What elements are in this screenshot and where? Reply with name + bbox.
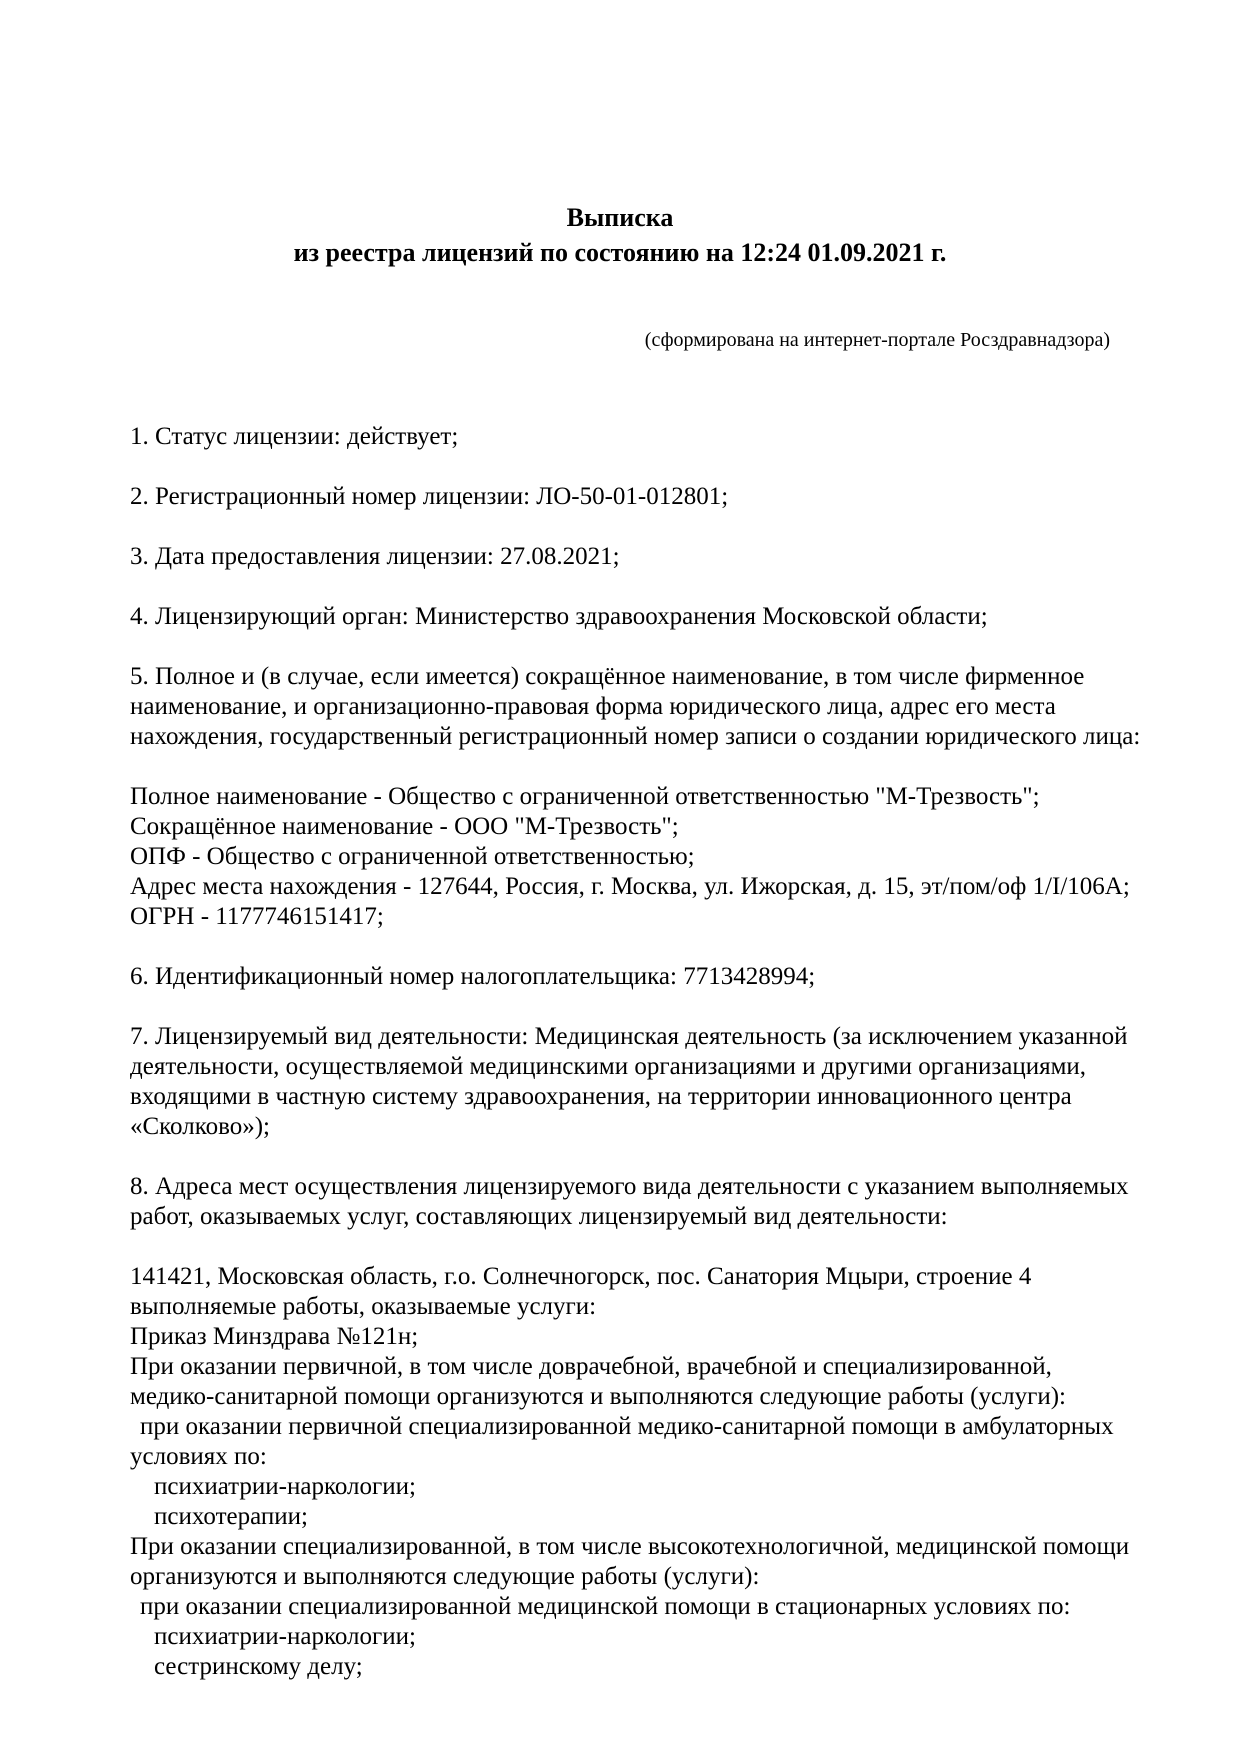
text-line: 141421, Московская область, г.о. Солнечногорск, пос. Санатория Мцыри, строение 4 — [130, 1263, 1032, 1290]
formation-note: (сформирована на интернет-портале Росздравнадзора) — [644, 329, 1110, 351]
organization-details — [130, 782, 1130, 932]
text-line: организуются и выполняются следующие работы (услуги): — [130, 1563, 760, 1590]
licensing-authority-item — [130, 602, 1110, 632]
document-subtitle: из реестра лицензий по состоянию на 12:24 01.09.2021 г. — [293, 238, 947, 267]
text-line: 3. Дата предоставления лицензии: 27.08.2021; — [130, 543, 620, 570]
text-line: наименование, и организационно-правовая форма юридического лица, адрес его места — [130, 693, 1056, 720]
text-line: нахождения, государственный регистрационный номер записи о создании юридического лица: — [130, 723, 1141, 750]
text-line: психиатрии-наркологии; — [154, 1473, 416, 1500]
activity-addresses-item — [130, 1172, 1129, 1232]
text-line: При оказании специализированной, в том числе высокотехнологичной, медицинской помощи — [130, 1533, 1130, 1560]
text-line: 2. Регистрационный номер лицензии: ЛО-50-01-012801; — [130, 483, 729, 510]
text-line: Сокращённое наименование - ООО "М-Трезвость"; — [130, 813, 679, 840]
text-line: 5. Полное и (в случае, если имеется) сокращённое наименование, в том числе фирменное — [130, 663, 1085, 690]
document-body — [130, 422, 1141, 1682]
text-line: 1. Статус лицензии: действует; — [130, 423, 459, 450]
registration-number-item — [130, 482, 1110, 512]
text-line: медико-санитарной помощи организуются и выполняются следующие работы (услуги): — [130, 1383, 1066, 1410]
taxpayer-id-item — [130, 962, 1110, 992]
text-line: Адрес места нахождения - 127644, Россия, г. Москва, ул. Ижорская, д. 15, эт/пом/оф 1/I/106А; — [130, 873, 1130, 900]
text-line: психотерапии; — [154, 1503, 308, 1530]
text-line: ОГРН - 1177746151417; — [130, 903, 384, 930]
text-line: выполняемые работы, оказываемые услуги: — [130, 1293, 597, 1320]
text-line: деятельности, осуществляемой медицинскими организациями и другими организациями, — [130, 1053, 1087, 1080]
text-line: ОПФ - Общество с ограниченной ответственностью; — [130, 843, 695, 870]
address-details — [130, 1262, 1130, 1682]
text-line: психиатрии-наркологии; — [154, 1623, 416, 1650]
licensed-activity-item — [130, 1022, 1128, 1142]
text-line: Полное наименование - Общество с ограниченной ответственностью "М-Трезвость"; — [130, 783, 1040, 810]
document-title: Выписка — [566, 203, 674, 232]
text-line: при оказании первичной специализированной медико-санитарной помощи в амбулаторных — [140, 1413, 1114, 1440]
text-line: 7. Лицензируемый вид деятельности: Медицинская деятельность (за исключением указанной — [130, 1023, 1128, 1050]
text-line: При оказании первичной, в том числе доврачебной, врачебной и специализированной, — [130, 1353, 1052, 1380]
name-clause-item — [130, 662, 1141, 752]
text-line: условиях по: — [130, 1443, 267, 1470]
license-grant-date-item — [130, 542, 1110, 572]
text-line: при оказании специализированной медицинской помощи в стационарных условиях по: — [140, 1593, 1071, 1620]
text-line: сестринскому делу; — [154, 1653, 363, 1680]
text-line: входящими в частную систему здравоохранения, на территории инновационного центра — [130, 1083, 1072, 1110]
text-line: Приказ Минздрава №121н; — [130, 1323, 419, 1350]
text-line: 6. Идентификационный номер налогоплательщика: 7713428994; — [130, 963, 816, 990]
text-line: работ, оказываемых услуг, составляющих лицензируемый вид деятельности: — [130, 1203, 948, 1230]
text-line: «Сколково»); — [130, 1113, 270, 1140]
text-line: 8. Адреса мест осуществления лицензируемого вида деятельности с указанием выполняемых — [130, 1173, 1129, 1200]
license-status-item — [130, 422, 1110, 452]
text-line: 4. Лицензирующий орган: Министерство здравоохранения Московской области; — [130, 603, 988, 630]
